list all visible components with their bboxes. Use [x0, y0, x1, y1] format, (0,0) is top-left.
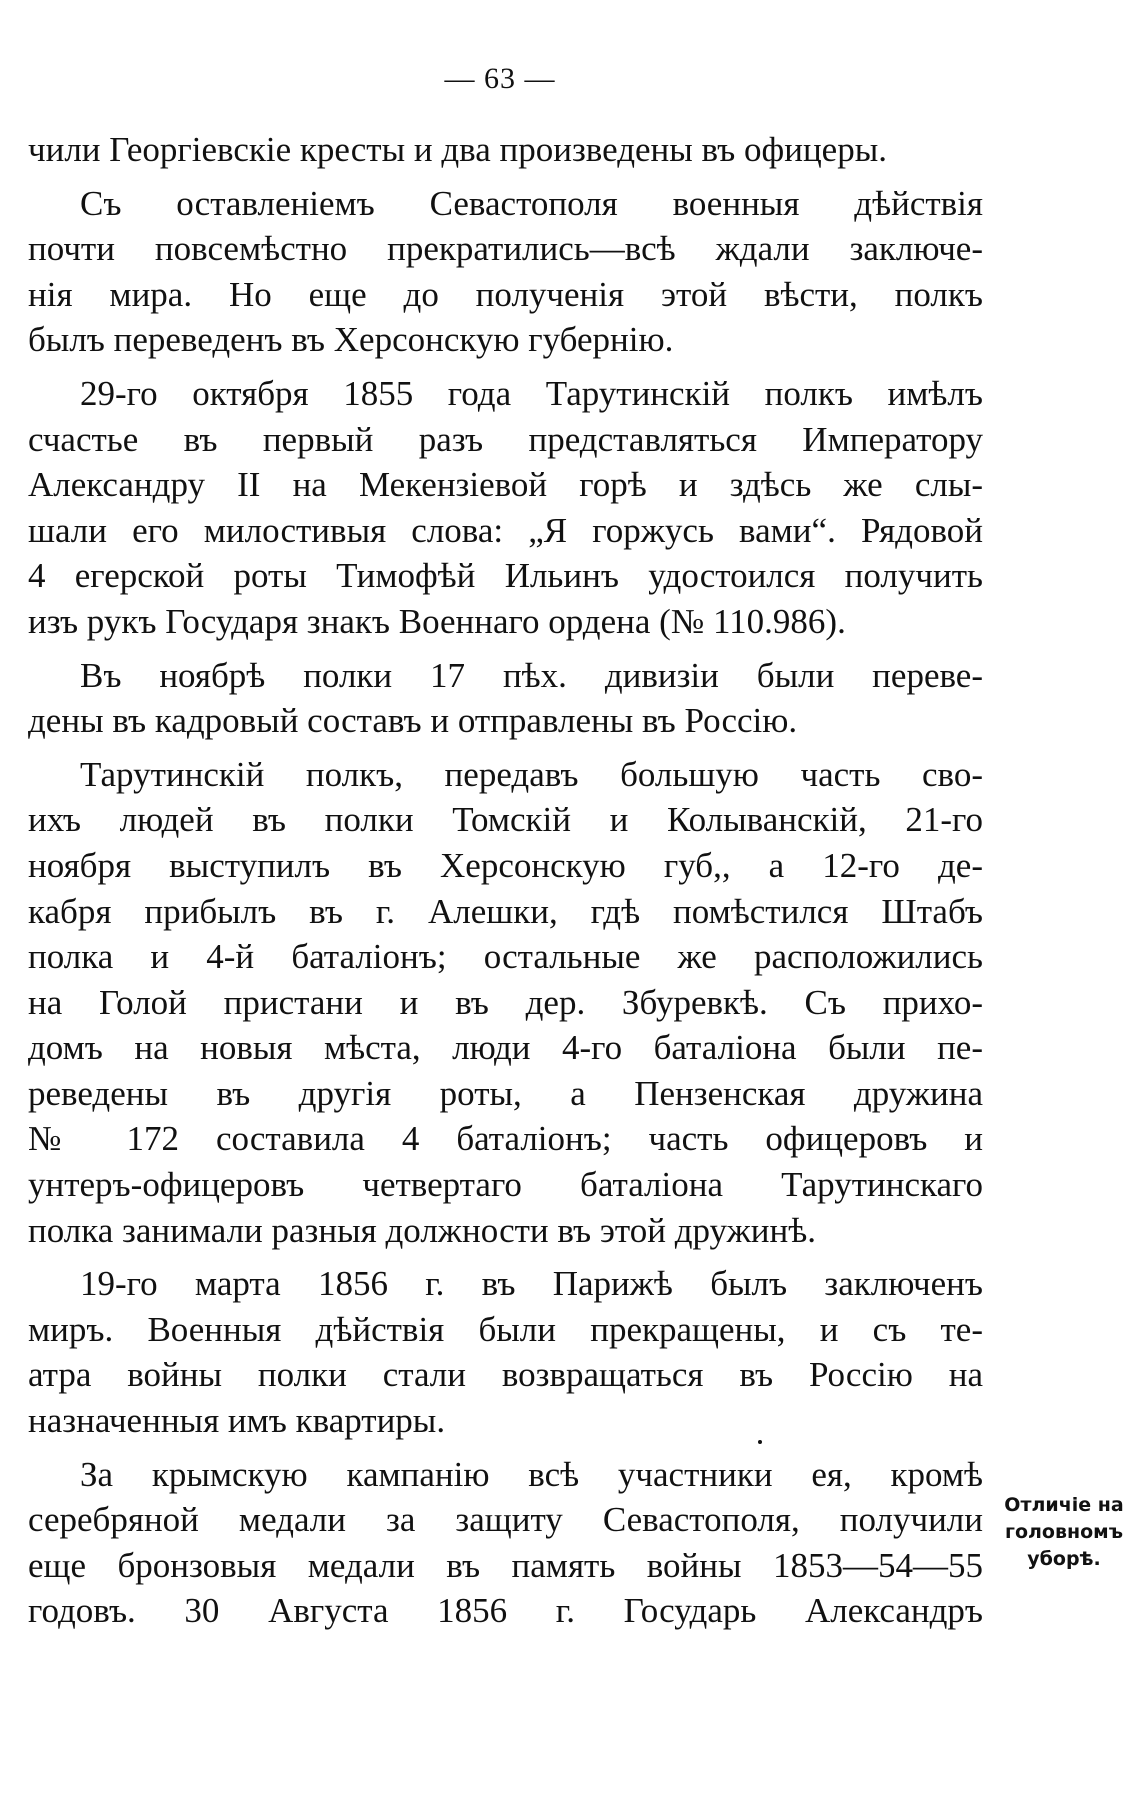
text-line: назначенныя имъ квартиры.	[28, 1401, 446, 1441]
text-line: изъ рукъ Государя знакъ Военнаго ордена (№ 110.986).	[28, 601, 846, 641]
text-line: За крымскую кампанiю всѣ участники ея, кромѣ	[80, 1454, 983, 1494]
text-line: полка и 4-й баталiонъ; остальные же расположились	[28, 937, 983, 977]
text-line: шали его милостивыя слова: „Я горжусь вами“. Рядовой	[28, 510, 983, 550]
text-line: кабря прибылъ въ г. Алешки, гдѣ помѣстился Штабъ	[28, 891, 983, 931]
paragraph-7	[28, 1452, 983, 1634]
ink-dot	[758, 1440, 762, 1444]
text-line: ихъ людей въ полки Томскiй и Колыванскiй, 21-го	[28, 800, 983, 840]
margin-note-line: Отличiе на	[1004, 1494, 1124, 1516]
text-line: Въ ноябрѣ полки 17 пѣх. дивизiи были переве-	[80, 655, 983, 695]
page-number: — 63 —	[444, 62, 556, 95]
text-line: атра войны полки стали возвращаться въ Россiю на	[28, 1355, 983, 1395]
text-line: Александру II на Мекензiевой горѣ и здѣсь же слы-	[28, 465, 983, 505]
text-line: полка занимали разныя должности въ этой дружинѣ.	[28, 1210, 816, 1250]
paragraph-1	[28, 127, 983, 173]
text-line: 29-го октября 1855 года Тарутинскiй полкъ имѣлъ	[80, 373, 983, 413]
text-line: № 172 составила 4 баталiонъ; часть офицеровъ и	[28, 1119, 983, 1159]
text-line: былъ переведенъ въ Херсонскую губернiю.	[28, 320, 674, 360]
text-line: годовъ. 30 Августа 1856 г. Государь Александръ	[28, 1591, 983, 1631]
text-line: миръ. Военныя дѣйствiя были прекращены, и съ те-	[28, 1309, 983, 1349]
text-line: дены въ кадровый составъ и отправлены въ Россiю.	[28, 701, 798, 741]
text-line: домъ на новыя мѣста, люди 4-го баталiона были пе-	[28, 1028, 983, 1068]
text-line: реведены въ другiя роты, а Пензенская дружина	[28, 1073, 983, 1113]
text-line: на Голой пристани и въ дер. Збуревкѣ. Съ прихо-	[28, 982, 983, 1022]
text-line: 4 егерской роты Тимофѣй Ильинъ удостоился получить	[28, 556, 983, 596]
text-line: нiя мира. Но еще до полученiя этой вѣсти, полкъ	[28, 274, 983, 314]
paragraph-5	[28, 752, 983, 1254]
text-column	[28, 127, 983, 1634]
paragraph-2	[28, 181, 983, 363]
text-line: серебряной медали за защиту Севастополя, получили	[28, 1500, 983, 1540]
text-line: еще бронзовыя медали въ память войны 1853—54—55	[28, 1545, 983, 1585]
margin-note-line: головномъ	[1005, 1521, 1123, 1543]
paragraph-6	[28, 1261, 983, 1443]
text-line: Тарутинскiй полкъ, передавъ большую часть сво-	[80, 754, 983, 794]
paragraph-3	[28, 371, 983, 645]
paragraph-4	[28, 653, 983, 744]
text-line: ноября выступилъ въ Херсонскую губ,, а 12-го де-	[28, 845, 983, 885]
text-line: унтеръ-офицеровъ четвертаго баталiона Тарутинскаго	[28, 1165, 983, 1205]
text-line: счастье въ первый разъ представляться Императору	[28, 419, 983, 459]
margin-note	[998, 1492, 1130, 1573]
text-line: Съ оставленiемъ Севастополя военныя дѣйствiя	[80, 183, 983, 223]
margin-note-line: уборѣ.	[1027, 1548, 1101, 1570]
text-line: 19-го марта 1856 г. въ Парижѣ былъ заключенъ	[80, 1264, 983, 1304]
text-line: чили Георгiевскiе кресты и два произведены въ офицеры.	[28, 130, 887, 169]
text-line: почти повсемѣстно прекратились—всѣ ждали заключе-	[28, 229, 983, 269]
